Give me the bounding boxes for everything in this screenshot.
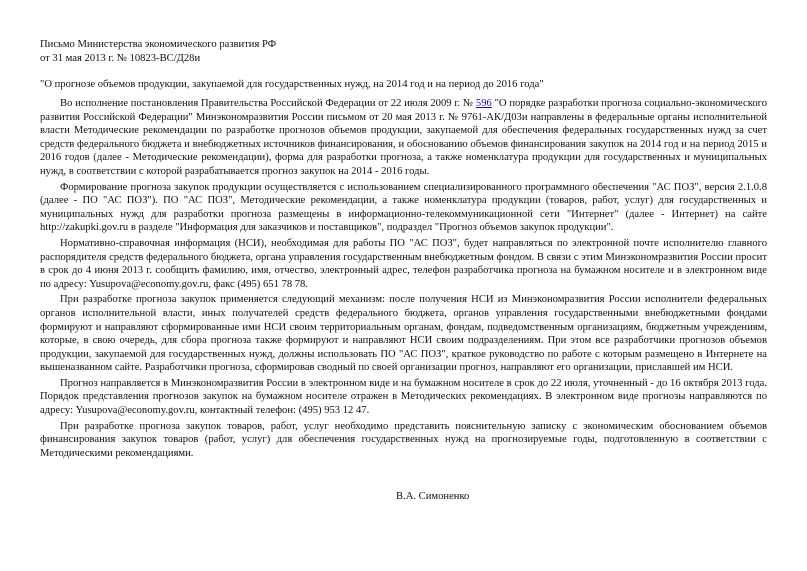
document-header: [40, 38, 760, 65]
letter-title: Письмо Министерства экономического развития РФ: [40, 39, 277, 50]
letter-date-number: от 31 мая 2013 г. № 10823-ВС/Д28и: [40, 52, 201, 64]
resolution-596-link[interactable]: 596: [475, 98, 492, 109]
signature: В.А. Симоненко: [396, 491, 470, 502]
paragraph-2: Формирование прогноза закупок продукции осуществляется с использованием специализированного программного обеспечения "АС ПОЗ", версия 2.1.0.8 (далее - ПО "АС ПОЗ"). ПО "АС ПОЗ", Методические рекомендации, а также номенклатура продукции (товаров, работ, услуг) для государственных и муниципальных нужд для разработки прогноза размещены в информационно-телекоммуникационной сети "Интернет" (далее - Интернет) на сайте http://zakupki.gov.ru в разделе "Информация для заказчиков и поставщиков", подраздел "Прогноз объемов закупок продукции".: [40, 181, 767, 234]
letter-subject: "О прогнозе объемов продукции, закупаемой для государственных нужд, на 2014 год и на период до 2016 года": [40, 79, 544, 90]
letter-body: [40, 97, 767, 462]
paragraph-6: При разработке прогноза закупок товаров, работ, услуг необходимо представить пояснительную записку с экономическим обоснованием объемов финансирования закупок товаров (работ, услуг) для обеспечения государственных нужд на прогнозируемые годы, подготовленную в соответствии с Методическими рекомендациями.: [40, 420, 767, 459]
paragraph-3: Нормативно-справочная информация (НСИ), необходимая для работы ПО "АС ПОЗ", будет направляться по электронной почте исполнителю главного распорядителя средств федерального бюджета, органа управления государственным внебюджетным фондом. В связи с этим Минэкономразвития России просит в срок до 4 июня 2013 г. сообщить фамилию, имя, отчество, электронный адрес, телефон разработчика прогноза на бумажном носителе и в электронном виде по адресу: Yusupova@economy.gov.ru, факс (495) 651 78 78.: [40, 237, 767, 290]
paragraph-1: [40, 97, 767, 179]
paragraph-1-text-b: "О порядке разработки прогноза социально-экономического развития Российской Федерации" Минэкономразвития России письмом от 20 мая 2013 г. № 9761-АК/Д03и направлены в федеральные органы исполнительной власти Методические рекомендации по разработке прогнозов объемов продукции, закупаемой для обеспечения федеральных государственных нужд за счет средств федерального бюджета и внебюджетных источников финансирования, и обоснованию объемов финансирования закупок на 2014 год и на период 2015 и 2016 годов (далее - Методические рекомендации), форма для разработки прогноза, а также номенклатура продукции для государственных и муниципальных нужд, в соответствии с которой разрабатывается прогноз закупок на 2014 - 2016 годы.: [40, 98, 768, 177]
paragraph-1-text-a: Во исполнение постановления Правительства Российской Федерации от 22 июля 2009 г. №: [60, 98, 476, 109]
paragraph-5: Прогноз направляется в Минэкономразвития России в электронном виде и на бумажном носителе в срок до 22 июля, уточненный - до 16 октября 2013 года. Порядок представления прогнозов закупок на бумажном носителе отражен в Методических рекомендациях. В электронном виде прогнозы направляются по адресу: Yusupova@economy.gov.ru, контактный телефон: (495) 953 12 47.: [40, 377, 767, 417]
paragraph-4: При разработке прогноза закупок применяется следующий механизм: после получения НСИ из Минэкономразвития России исполнители федеральных органов исполнительной власти, иных получателей средств федерального бюджета, органов управления государственными внебюджетными фондами формируют и направляют сформированные ими НСИ своим территориальным органам, фондам, подведомственным организациям, бюджетным учреждениям, которые, в свою очередь, для сбора прогноза также формируют и направляют НСИ своим подразделениям. При этом все разработчики прогнозов объемов продукции, закупаемой для государственных нужд, должны использовать ПО "АС ПОЗ", краткое руководство по работе с которым размещено в Интернете на вышеназванном сайте. Разработчики прогноза, сформировав сводный по своей организации прогноз, направляют его организации, приславшей им НСИ.: [40, 294, 767, 374]
